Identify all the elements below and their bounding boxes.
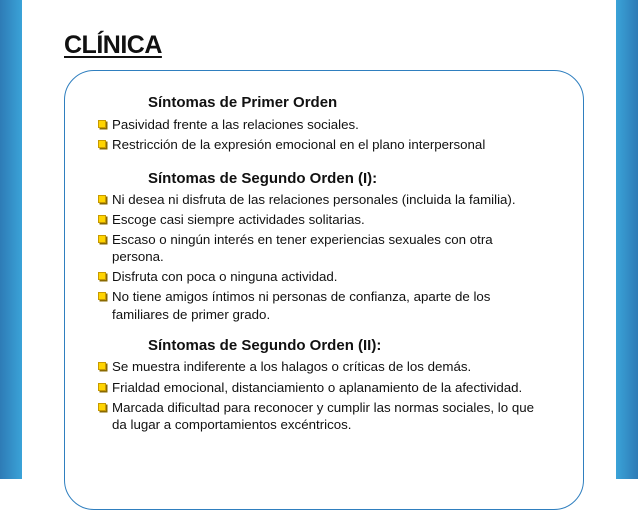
- square-bullet-icon: [98, 292, 106, 300]
- slide-title: CLÍNICA: [64, 31, 162, 59]
- list-item-text: Marcada dificultad para reconocer y cumplir las normas sociales, lo que da lugar a comportamientos excéntricos.: [112, 399, 535, 433]
- square-bullet-icon: [98, 383, 106, 391]
- list-item: [98, 136, 538, 154]
- square-bullet-icon: [98, 195, 106, 203]
- list-item-text: Se muestra indiferente a los halagos o críticas de los demás.: [112, 359, 472, 375]
- square-bullet-icon: [98, 215, 106, 223]
- list-item-text: Restricción de la expresión emocional en el plano interpersonal: [112, 137, 486, 153]
- list-item-text: Disfruta con poca o ninguna actividad.: [112, 269, 338, 285]
- square-bullet-icon: [98, 272, 106, 280]
- list-item-text: Pasividad frente a las relaciones sociales.: [112, 117, 359, 132]
- square-bullet-icon: [98, 235, 106, 243]
- right-accent-stripe: [616, 0, 638, 479]
- list-item-text: No tiene amigos íntimos ni personas de confianza, aparte de los familiares de primer grado.: [112, 289, 491, 322]
- list-item-text: Escoge casi siempre actividades solitarias.: [112, 211, 365, 227]
- list-item: [98, 379, 538, 397]
- list-item-text: Escaso o ningún interés en tener experiencias sexuales con otra persona.: [112, 231, 493, 265]
- list-item: [98, 358, 538, 376]
- left-accent-stripe: [0, 0, 22, 479]
- list-item-text: Frialdad emocional, distanciamiento o aplanamiento de la afectividad.: [112, 379, 523, 395]
- list-item: [98, 399, 538, 434]
- square-bullet-icon: [98, 362, 106, 370]
- section-heading-second-order-2: Síntomas de Segundo Orden (II):: [148, 337, 382, 355]
- list-item: [98, 191, 538, 209]
- list-item: [98, 231, 538, 266]
- square-bullet-icon: [98, 120, 106, 128]
- list-item: [98, 288, 538, 323]
- section-heading-first-order: Síntomas de Primer Orden: [148, 94, 338, 111]
- list-item: [98, 268, 538, 286]
- square-bullet-icon: [98, 403, 106, 411]
- symptom-list: [98, 94, 538, 436]
- square-bullet-icon: [98, 140, 106, 148]
- list-item: [98, 211, 538, 229]
- list-item-text: Ni desea ni disfruta de las relaciones personales (incluida la familia).: [112, 191, 516, 207]
- section-heading-second-order-1: Síntomas de Segundo Orden (I):: [148, 169, 378, 187]
- list-item: [98, 116, 538, 134]
